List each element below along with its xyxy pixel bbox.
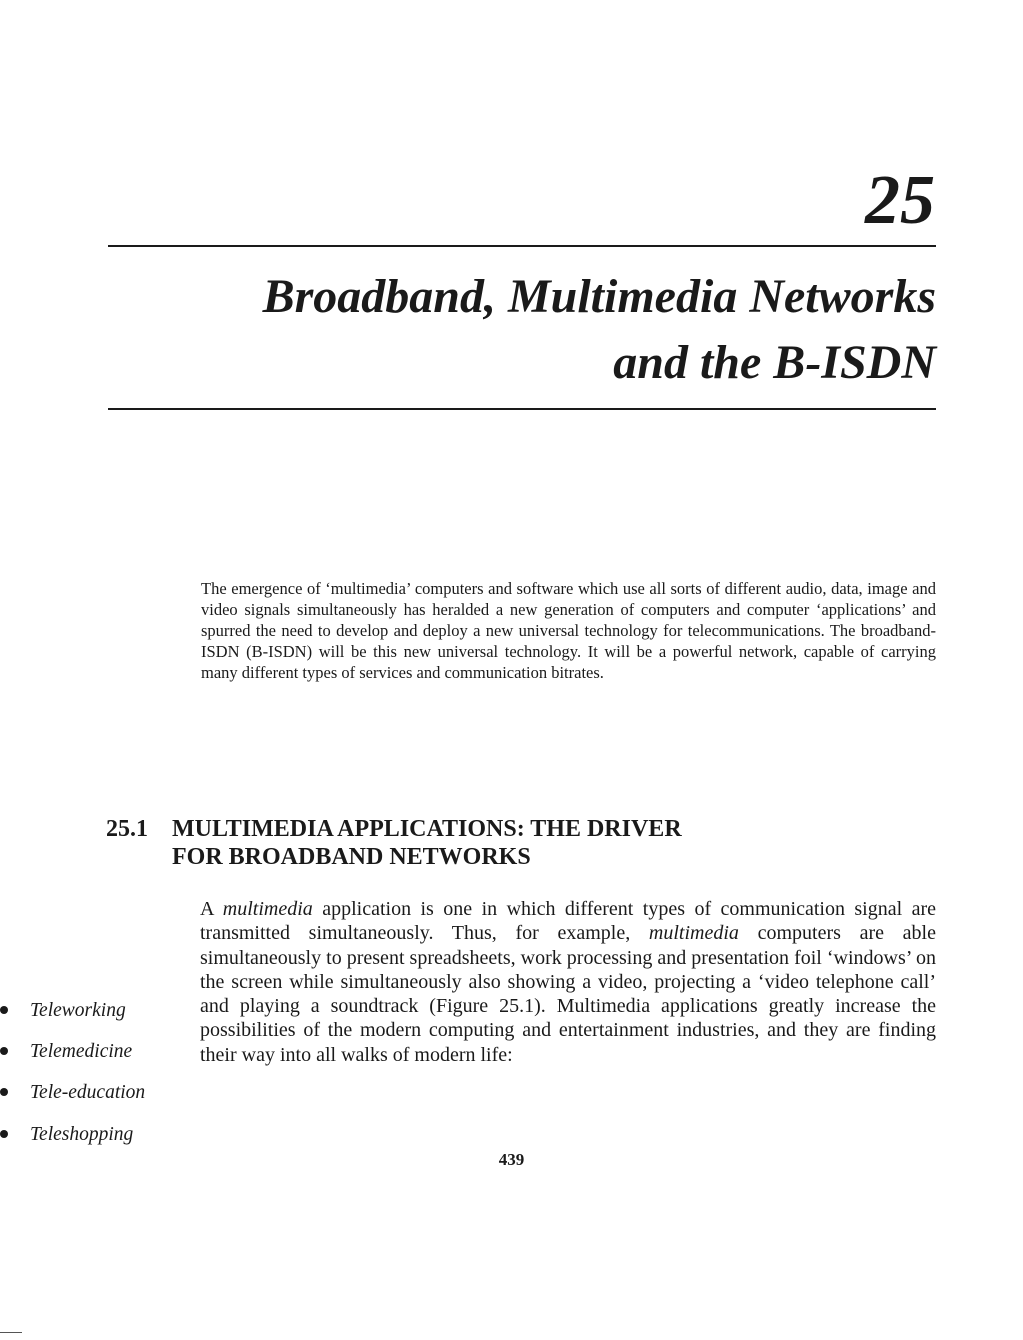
list-item-label: Telemedicine <box>30 1041 133 1062</box>
chapter-title-line-2: and the B-ISDN <box>613 336 936 389</box>
bottom-rule <box>108 408 936 410</box>
body-text-part-c: computers are able simultaneously to present spreadsheets, work processing and presentation foil ‘windows’ on the screen while simultaneously also showing a video, projecting a ‘video telephone call’ and playing a soundtrack (Figure 25.1). Multimedia applications greatly increase the possibilities of the modern computing and entertainment industries, and they are finding their way into all walks of modern life: <box>200 922 936 1066</box>
list-item-label: Teleshopping <box>30 1124 134 1145</box>
list-item <box>0 1041 132 1063</box>
list-item <box>0 1082 145 1104</box>
bullet-dot-icon <box>0 1047 8 1055</box>
list-item-label: Teleworking <box>30 1000 126 1021</box>
body-text-part-a: A <box>200 898 223 920</box>
scan-corner-mark <box>0 1332 22 1333</box>
list-item <box>0 1000 126 1022</box>
list-item <box>0 1124 133 1146</box>
bullet-dot-icon <box>0 1006 8 1014</box>
bullet-dot-icon <box>0 1130 8 1138</box>
emphasis-multimedia-1: multimedia <box>222 898 313 920</box>
section-number: 25.1 <box>106 816 148 842</box>
section-title-line-2: FOR BROADBAND NETWORKS <box>172 844 531 870</box>
body-text-part-b: application is one in which different types of communication signal are transmitted simultaneously. Thus, for example, <box>200 898 936 945</box>
top-rule <box>108 245 936 247</box>
page-number: 439 <box>498 1150 525 1169</box>
chapter-abstract: The emergence of ‘multimedia’ computers and software which use all sorts of different audio, data, image and video signals simultaneously has heralded a new generation of computers and computer ‘applications’ and spurred the need to develop and deploy a new universal technology for telecommunications. The broadband-ISDN (B-ISDN) will be this new universal technology. It will be a powerful network, capable of carrying many different types of services and communication bitrates. <box>201 579 936 682</box>
bullet-dot-icon <box>0 1088 8 1096</box>
chapter-number: 25 <box>865 162 935 239</box>
body-paragraph <box>200 897 936 1067</box>
list-item-label: Tele-education <box>30 1082 146 1103</box>
emphasis-multimedia-2: multimedia <box>648 922 739 945</box>
chapter-title-line-1: Broadband, Multimedia Networks <box>262 270 936 323</box>
section-title <box>172 815 682 871</box>
section-title-line-1: MULTIMEDIA APPLICATIONS: THE DRIVER <box>172 816 682 842</box>
